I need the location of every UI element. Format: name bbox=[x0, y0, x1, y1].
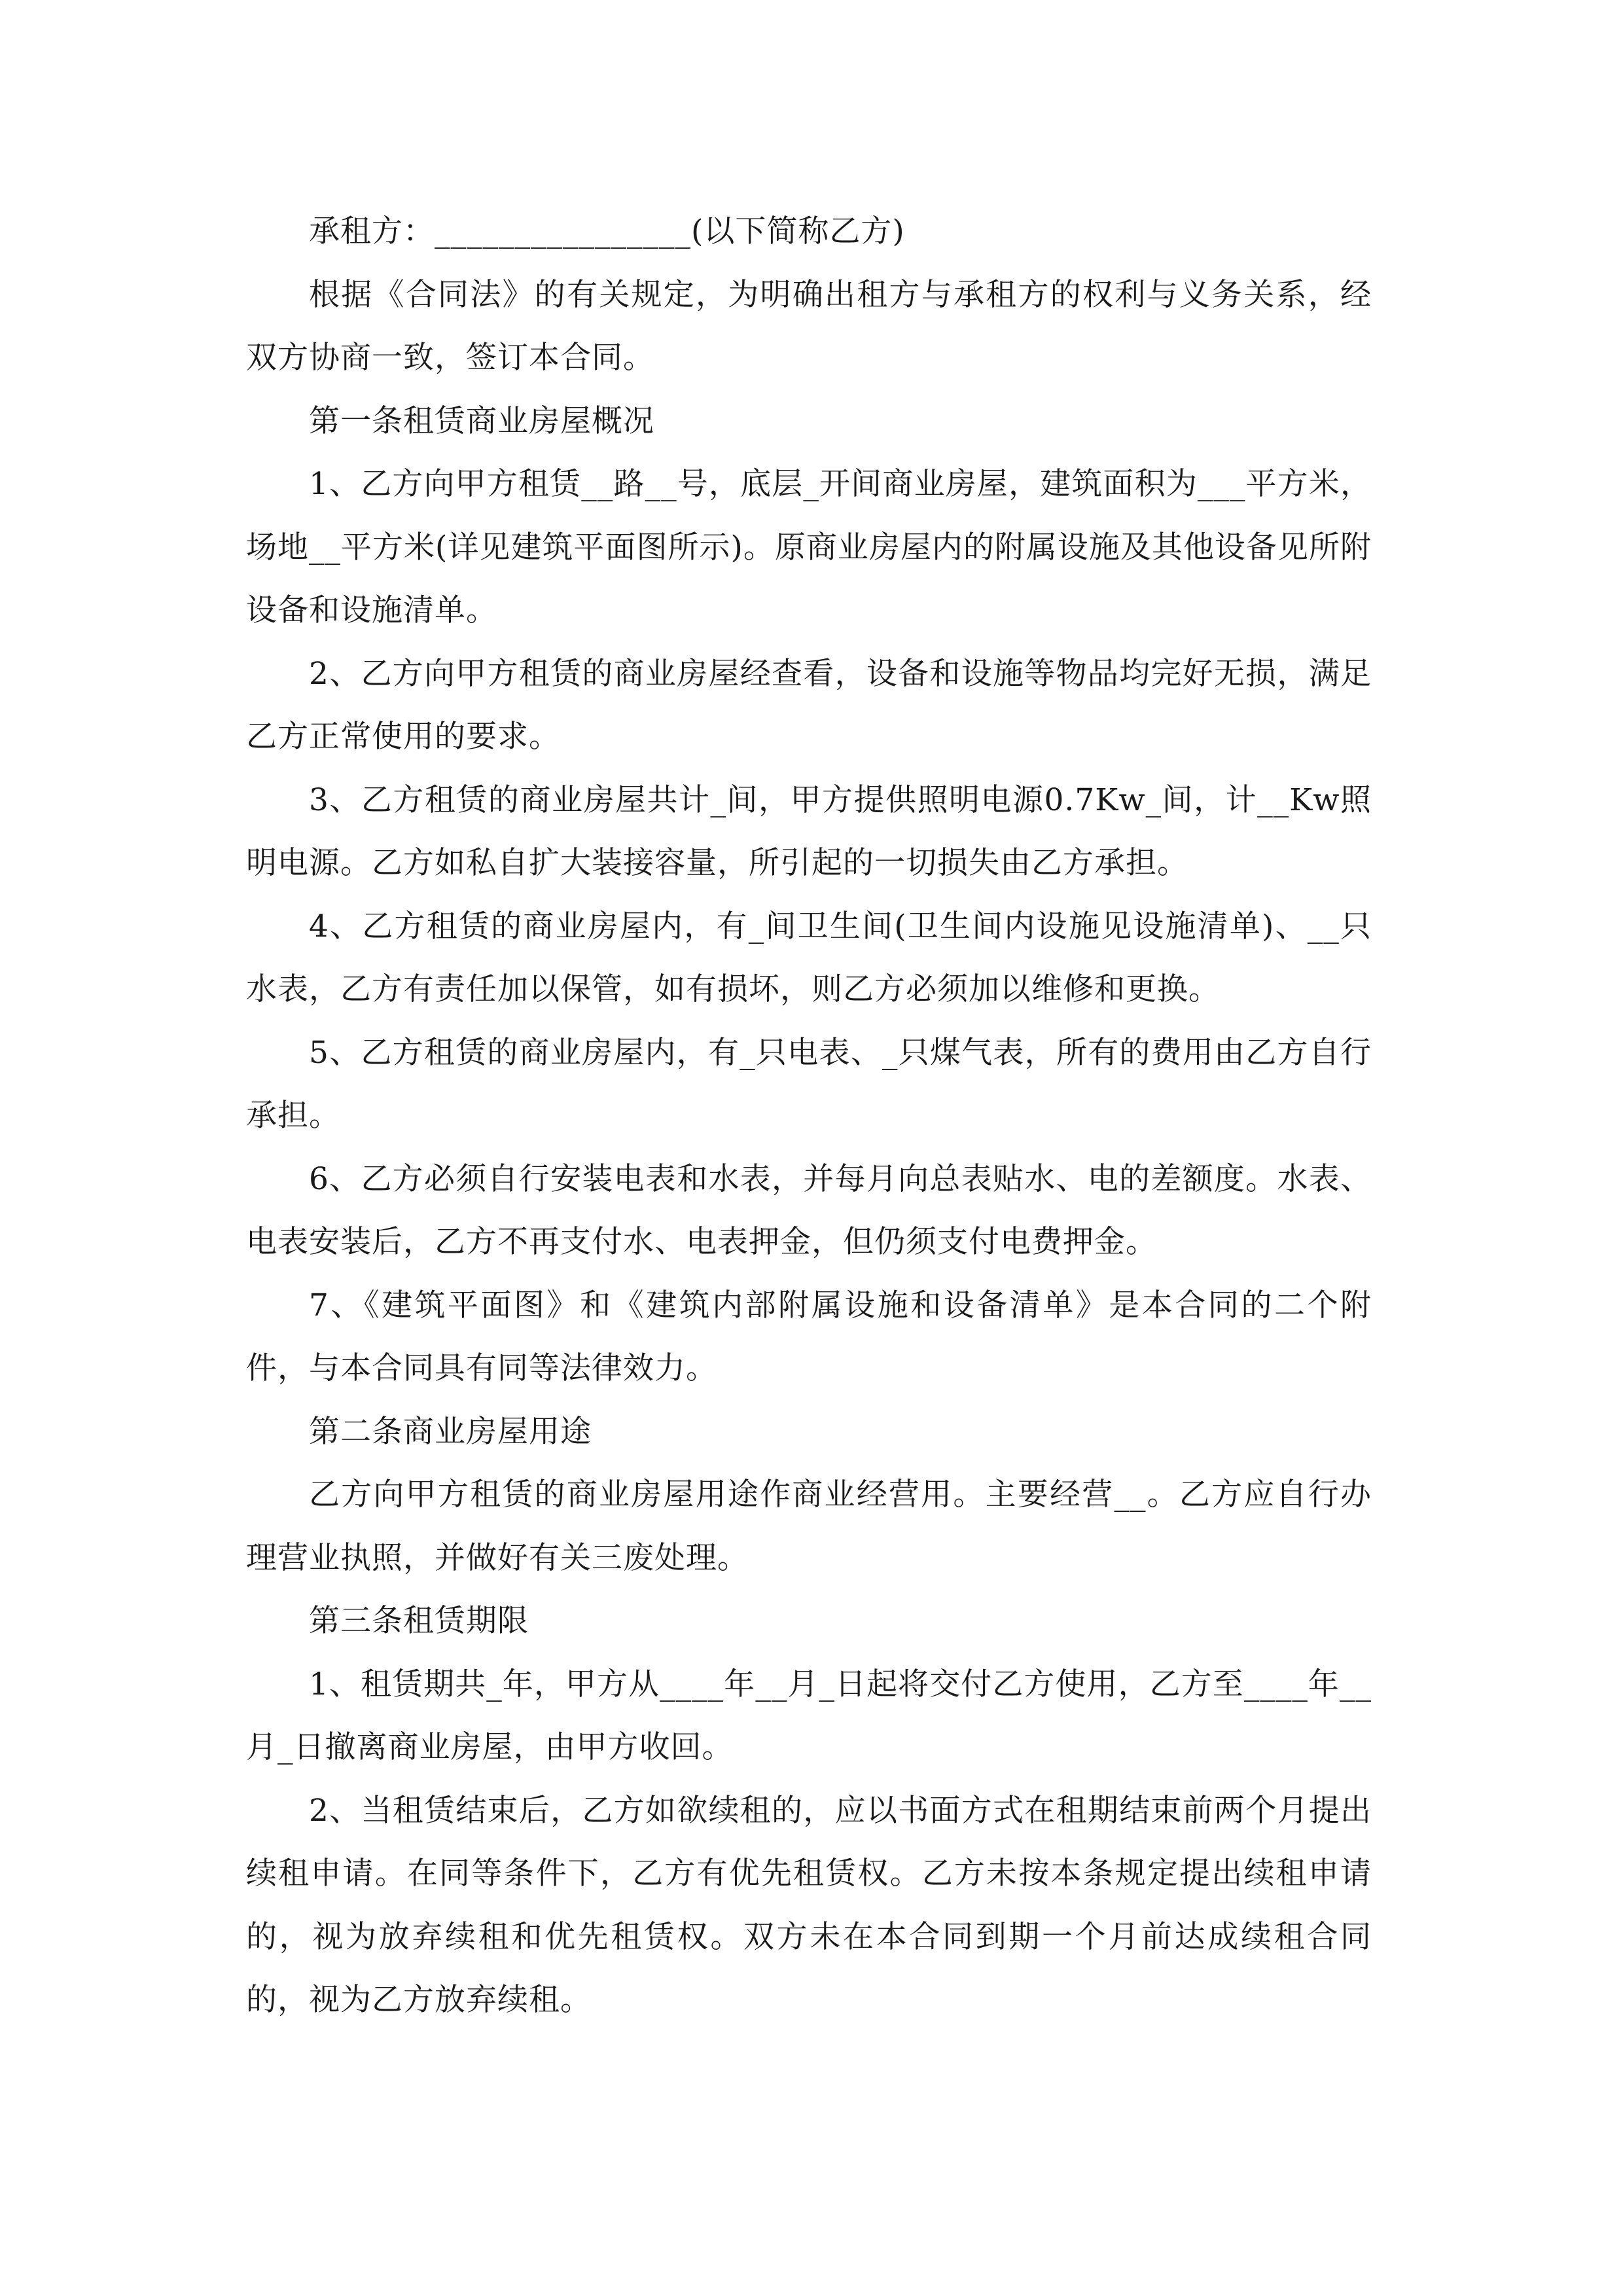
article-1-clause-2: 2、乙方向甲方租赁的商业房屋经查看，设备和设施等物品均完好无损，满足乙方正常使用的要求。 bbox=[246, 655, 1372, 755]
article-2-paragraph: 乙方向甲方租赁的商业房屋用途作商业经营用。主要经营__。乙方应自行办理营业执照，并做好有关三废处理。 bbox=[246, 1477, 1372, 1576]
article-1-clause-5: 5、乙方租赁的商业房屋内，有_只电表、_只煤气表，所有的费用由乙方自行承担。 bbox=[246, 1034, 1372, 1134]
article-1-clause-4: 4、乙方租赁的商业房屋内，有_间卫生间(卫生间内设施见设施清单)、__只水表，乙方有责任加以保管，如有损坏，则乙方必须加以维修和更换。 bbox=[246, 908, 1372, 1007]
article-1-clause-1: 1、乙方向甲方租赁__路__号，底层_开间商业房屋，建筑面积为___平方米，场地__平方米(详见建筑平面图所示)。原商业房屋内的附属设施及其他设备见所附设备和设施清单。 bbox=[246, 466, 1372, 628]
article-1-clause-6: 6、乙方必须自行安装电表和水表，并每月向总表贴水、电的差额度。水表、电表安装后，乙方不再支付水、电表押金，但仍须支付电费押金。 bbox=[246, 1160, 1372, 1260]
document-body bbox=[246, 200, 1372, 2032]
article-1-heading: 第一条租赁商业房屋概况 bbox=[309, 403, 654, 439]
article-1-clause-7: 7、《建筑平面图》和《建筑内部附属设施和设备清单》是本合同的二个附件，与本合同具有同等法律效力。 bbox=[246, 1287, 1372, 1386]
lessee-line: 承租方：________________(以下简称乙方) bbox=[309, 213, 905, 249]
preamble-paragraph: 根据《合同法》的有关规定，为明确出租方与承租方的权利与义务关系，经双方协商一致，签订本合同。 bbox=[246, 276, 1372, 376]
article-3-clause-2: 2、当租赁结束后，乙方如欲续租的，应以书面方式在租期结束前两个月提出续租申请。在同等条件下，乙方有优先租赁权。乙方未按本条规定提出续租申请的，视为放弃续租和优先租赁权。双方未在本合同到期一个月前达成续租合同的，视为乙方放弃续租。 bbox=[246, 1792, 1372, 2018]
article-3-clause-1: 1、租赁期共_年，甲方从____年__月_日起将交付乙方使用，乙方至____年__月_日撤离商业房屋，由甲方收回。 bbox=[246, 1666, 1372, 1765]
article-2-heading: 第二条商业房屋用途 bbox=[309, 1413, 592, 1450]
article-3-heading: 第三条租赁期限 bbox=[309, 1603, 529, 1639]
article-1-clause-3: 3、乙方租赁的商业房屋共计_间，甲方提供照明电源0.7Kw_间，计__Kw照明电源。乙方如私自扩大装接容量，所引起的一切损失由乙方承担。 bbox=[246, 781, 1372, 881]
